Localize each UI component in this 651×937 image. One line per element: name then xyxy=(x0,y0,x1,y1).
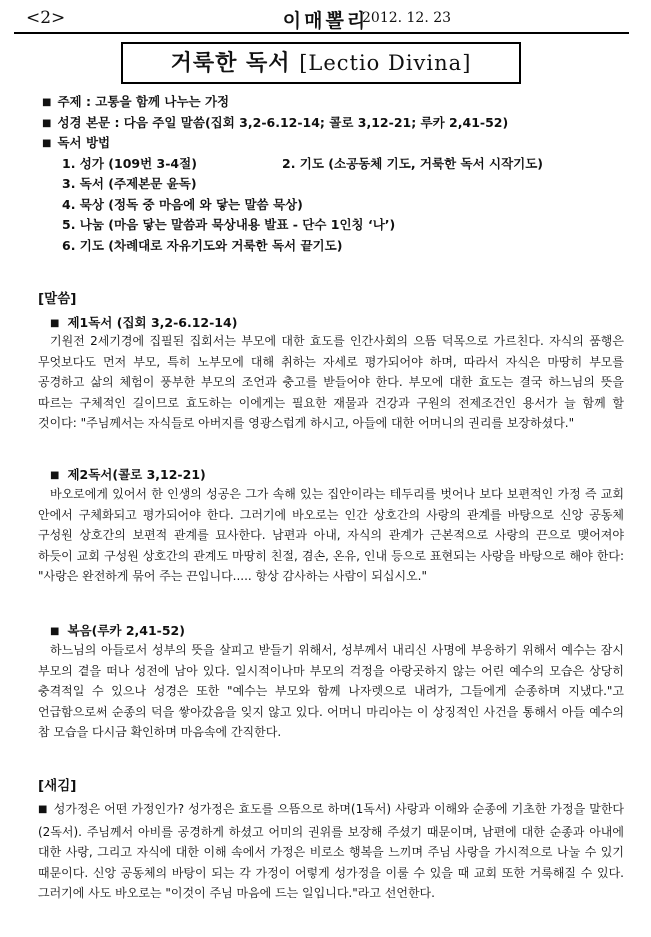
square-bullet-icon: ■ xyxy=(50,626,60,637)
square-bullet-icon: ■ xyxy=(42,138,52,149)
newsletter-name: 이매뽈리 xyxy=(282,10,369,32)
reading-title xyxy=(50,465,206,483)
header-rule xyxy=(14,32,629,34)
reading-title-text: 복음(루카 2,41-52) xyxy=(67,623,185,638)
reading-title xyxy=(50,313,237,331)
square-bullet-icon: ■ xyxy=(42,97,52,108)
square-bullet-icon: ■ xyxy=(38,804,48,815)
title-bracket-open: [ xyxy=(299,51,309,75)
reading-title-text: 제1독서 (집회 3,2-6.12-14) xyxy=(67,315,238,330)
reading-body: 하느님의 아들로서 성부의 뜻을 살피고 받들기 위해서, 성부께서 내리신 사명에 부응하기 위해서 예수는 잠시 부모의 곁을 떠나 성전에 남아 있다. 일시적이나마 부모의 걱정을 아랑곳하지 않는 어린 예수의 모습은 상당히 충격적일 수 있으나 성경은 또한 "예수는 부모와 함께 나자렛으로 내려가, 그들에게 순종하며 지냈다."고 언급함으로써 순종의 덕을 쌓아갔음을 잊지 않고 있다. 어머니 마리아는 이 상징적인 사건을 통해서 아들 예수의 참 모습을 다시금 확인하며 마음속에 간직한다. xyxy=(38,643,624,740)
reading-title xyxy=(50,621,185,639)
page-number: <2> xyxy=(26,8,66,28)
reading-body: 바오로에게 있어서 한 인생의 성공은 그가 속해 있는 집안이라는 테두리를 벗어나 보다 보편적인 가정 즉 교회 안에서 구체화되고 평가되어야 한다. 그러기에 바오로는 인간 상호간의 사랑의 관계를 바탕으로 신앙 공동체 구성원 상호간의 보편적 관계를 묘사한다. 남편과 아내, 자식의 관계가 근본적으로 사랑의 끈으로 맺어져야 하듯이 교회 구성원 상호간의 관계도 마땅히 친절, 겸손, 온유, 인내 등으로 표현되는 사랑을 바탕으로 해야 한다: "사랑은 완전하게 묶어 주는 끈입니다..... 항상 감사하는 사람이 되십시오." xyxy=(38,487,624,584)
section-heading-reflection: [새김] xyxy=(38,778,77,794)
square-bullet-icon: ■ xyxy=(50,470,60,481)
method-step: 2. 기도 (소공동체 기도, 거룩한 독서 시작기도) xyxy=(282,155,544,171)
reflection-text: 성가정은 어떤 가정인가? 성가정은 효도를 으뜸으로 하며(1독서) 사랑과 이해와 순종에 기초한 가정을 말한다(2독서). 주님께서 아비를 공경하게 하셨고 어미의 권위를 보장해 주셨기 때문이며, 남편에 대한 순종과 아내에 대한 사랑, 그리고 자식에 대한 이해 속에서 가정은 비로소 행복을 느끼며 주님 사랑을 가시적으로 나눌 수 있기 때문이다. 신앙 공동체의 바탕이 되는 각 가정이 어렇게 성가정을 이룰 수 있을 때 교회 또한 거룩해질 수 있다. 그러기에 사도 바오로는 "이것이 주님 마음에 드는 일입니다."라고 선언한다. xyxy=(38,802,624,901)
square-bullet-icon: ■ xyxy=(50,318,60,329)
method-step: 3. 독서 (주제본문 윤독) xyxy=(62,176,197,191)
issue-date: 2012. 12. 23 xyxy=(362,10,452,26)
square-bullet-icon: ■ xyxy=(42,117,52,129)
reading-body: 기원전 2세기경에 집필된 집회서는 부모에 대한 효도를 인간사회의 으뜸 덕목으로 가르친다. 자식의 품행은 무엇보다도 먼저 부모, 특히 노부모에 대해 취하는 자세로 평가되어야 하며, 따라서 자식은 마땅히 부모를 공경하고 삶의 체험이 풍부한 부모의 조언과 충고를 받들어야 한다. 부모에 대한 효도는 결국 하느님의 뜻을 따르는 구체적인 길이므로 효도하는 이에게는 필요한 재물과 건강과 구원의 전제조건인 용서가 늘 함께 할 것이다: "주님께서는 자식들로 아버지를 영광스럽게 하시고, 아들에 대한 어머니의 권리를 보장하셨다." xyxy=(38,334,624,431)
page-title xyxy=(121,42,521,84)
title-bracket-close: ] xyxy=(462,51,472,75)
title-latin: Lectio Divina xyxy=(308,51,463,75)
reading-info xyxy=(42,92,544,256)
reflection-body xyxy=(38,799,624,904)
method-step: 5. 나눔 (마음 닿는 말씀과 묵상내용 발표 - 단수 1인칭 ‘나’) xyxy=(62,217,396,232)
scripture-line: 성경 본문 : 다음 주일 말씀(집회 3,2-6.12-14; 콜로 3,12-21; 루카 2,41-52) xyxy=(57,114,509,130)
method-step: 4. 묵상 (정독 중 마음에 와 닿는 말씀 묵상) xyxy=(62,196,303,212)
reading-title-text: 제2독서(콜로 3,12-21) xyxy=(67,467,206,482)
section-heading-word: [말씀] xyxy=(38,291,77,307)
theme-line: 주제 : 고통을 함께 나누는 가정 xyxy=(57,94,230,109)
method-step: 1. 성가 (109번 3-4절) xyxy=(62,155,197,171)
page-header xyxy=(22,6,629,32)
method-step: 6. 기도 (차례대로 자유기도와 거룩한 독서 끝기도) xyxy=(62,237,343,253)
method-heading: 독서 방법 xyxy=(57,135,111,150)
title-korean: 거룩한 독서 xyxy=(170,51,291,76)
